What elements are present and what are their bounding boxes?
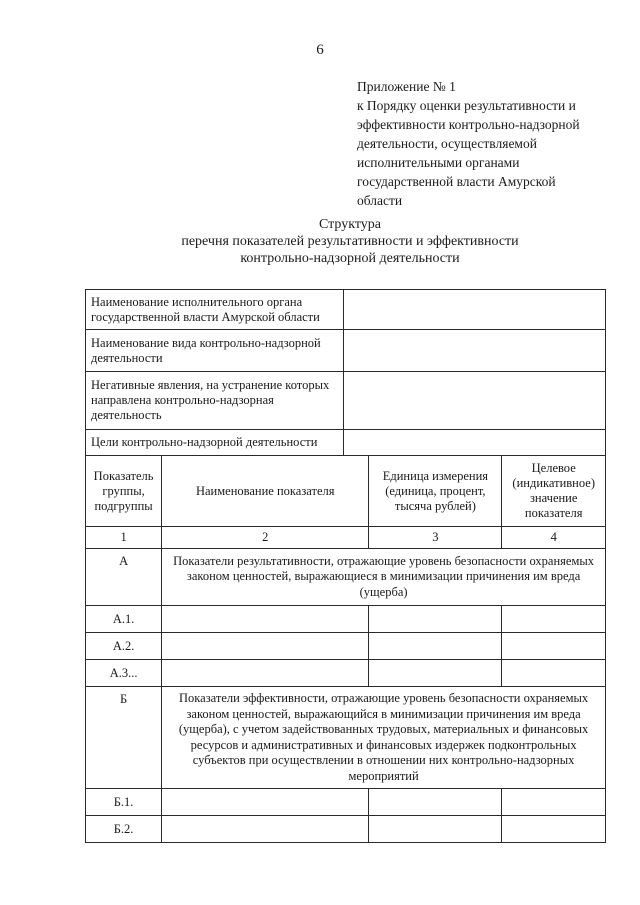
title-line-3: контрольно-надзорной деятельности: [240, 251, 460, 266]
empty-cell: [162, 816, 369, 843]
info-row: [86, 430, 606, 456]
appendix-line: исполнительными органами: [357, 155, 520, 170]
appendix-line: государственной власти Амурской: [357, 174, 556, 189]
column-number: 1: [86, 527, 162, 549]
empty-cell: [502, 606, 606, 633]
table-row: [86, 606, 606, 633]
info-value: [344, 430, 606, 456]
indicator-table: [85, 455, 606, 843]
header-unit: Единица измерения (единица, процент, тысяча рублей): [369, 456, 502, 527]
info-label: Наименование вида контрольно-надзорной деятельности: [86, 330, 344, 372]
info-label: Негативные явления, на устранение которых направлена контрольно-надзорная деятельность: [86, 372, 344, 430]
column-number: 4: [502, 527, 606, 549]
section-a-code: А: [86, 549, 162, 606]
info-value: [344, 330, 606, 372]
appendix-heading: [357, 77, 617, 210]
empty-cell: [502, 633, 606, 660]
info-value: [344, 290, 606, 330]
empty-cell: [369, 816, 502, 843]
appendix-line: деятельности, осуществляемой: [357, 136, 537, 151]
section-b-text: Показатели эффективности, отражающие уровень безопасности охраняемых законом ценностей, выражающийся в минимизации причинения им вреда (ущерба), с учетом задействованных трудовых, материальных и финансовых ресурсов и административных и финансовых издержек подконтрольных субъектов при осуществлении в отношении них контрольно-надзорных мероприятий: [162, 687, 606, 789]
info-row: [86, 372, 606, 430]
section-b-row: [86, 687, 606, 789]
header-target: Целевое (индикативное) значение показателя: [502, 456, 606, 527]
info-row: [86, 290, 606, 330]
empty-cell: [369, 789, 502, 816]
row-code: А.1.: [86, 606, 162, 633]
title-line-2: перечня показателей результативности и эффективности: [181, 234, 519, 249]
table-row: [86, 789, 606, 816]
section-a-row: [86, 549, 606, 606]
header-name: Наименование показателя: [162, 456, 369, 527]
empty-cell: [162, 789, 369, 816]
appendix-line: к Порядку оценки результативности и: [357, 98, 576, 113]
table-row: [86, 633, 606, 660]
info-value: [344, 372, 606, 430]
header-row: [86, 456, 606, 527]
empty-cell: [162, 633, 369, 660]
appendix-line: области: [357, 193, 403, 208]
column-number: 3: [369, 527, 502, 549]
table-row: [86, 660, 606, 687]
column-number: 2: [162, 527, 369, 549]
empty-cell: [502, 660, 606, 687]
empty-cell: [502, 816, 606, 843]
section-a-text: Показатели результативности, отражающие уровень безопасности охраняемых законом ценностей, выражающиеся в минимизации причинения им вреда (ущерба): [162, 549, 606, 606]
section-b-code: Б: [86, 687, 162, 789]
title-line-1: Структура: [318, 217, 382, 232]
column-number-row: [86, 527, 606, 549]
empty-cell: [162, 660, 369, 687]
info-row: [86, 330, 606, 372]
empty-cell: [369, 633, 502, 660]
info-label: Наименование исполнительного органа государственной власти Амурской области: [86, 290, 344, 330]
empty-cell: [369, 606, 502, 633]
row-code: А.2.: [86, 633, 162, 660]
header-group: Показатель группы, подгруппы: [86, 456, 162, 527]
row-code: Б.1.: [86, 789, 162, 816]
row-code: Б.2.: [86, 816, 162, 843]
info-table: [85, 289, 606, 456]
empty-cell: [502, 789, 606, 816]
appendix-line: эффективности контрольно-надзорной: [357, 117, 580, 132]
document-title: [0, 216, 640, 267]
empty-cell: [369, 660, 502, 687]
info-label: Цели контрольно-надзорной деятельности: [86, 430, 344, 456]
empty-cell: [162, 606, 369, 633]
appendix-line: Приложение № 1: [357, 79, 456, 94]
table-row: [86, 816, 606, 843]
page-number: 6: [316, 42, 324, 58]
row-code: А.3...: [86, 660, 162, 687]
